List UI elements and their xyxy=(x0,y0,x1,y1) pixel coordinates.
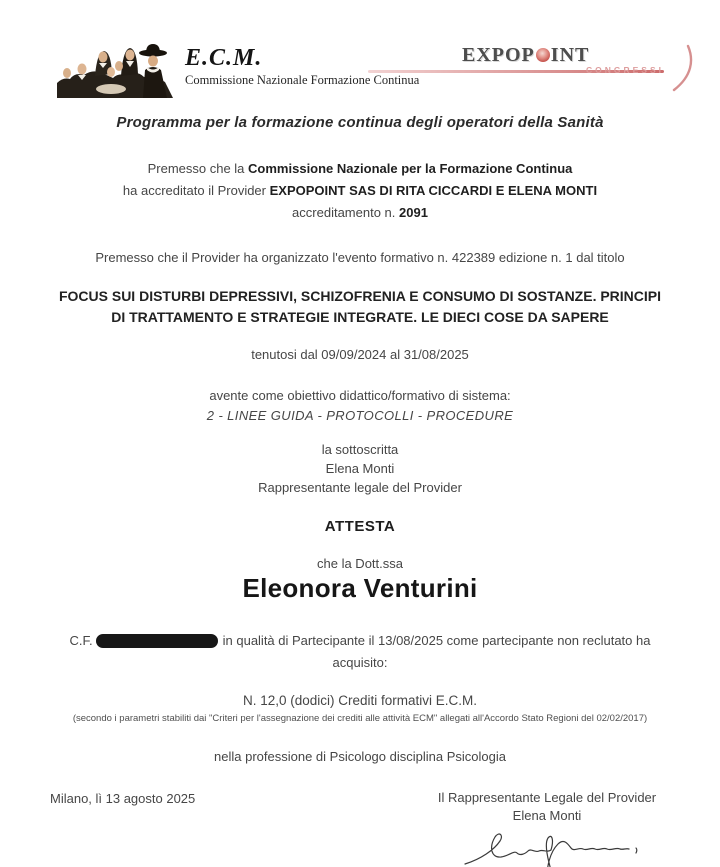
undersigned-role: Rappresentante legale del Provider xyxy=(258,480,462,495)
undersigned-block xyxy=(0,440,720,497)
cf-acquired-label: acquisito: xyxy=(332,655,388,670)
signatory-name: Elena Monti xyxy=(512,808,582,823)
signatory-block xyxy=(422,789,672,867)
ecm-logo xyxy=(55,36,419,98)
objective-block xyxy=(0,386,720,426)
cf-label: C.F. xyxy=(69,633,93,648)
attesta-heading: ATTESTA xyxy=(324,518,396,535)
expopoint-wordmark xyxy=(460,44,690,67)
ecm-subtitle: Commissione Nazionale Formazione Continua xyxy=(185,73,420,87)
signature-icon xyxy=(461,828,651,867)
event-title-line2: DI TRATTAMENTO E STRATEGIE INTEGRATE. LE DIECI COSE DA SAPERE xyxy=(111,309,609,325)
signatory-title: Il Rappresentante Legale del Provider xyxy=(437,790,657,805)
expopoint-logo xyxy=(460,44,690,94)
credits-line: N. 12,0 (dodici) Crediti formativi E.C.M. xyxy=(242,693,478,708)
ecm-title: E.C.M. xyxy=(185,45,263,71)
premise-event: Premesso che il Provider ha organizzato l'evento formativo n. 422389 edizione n. 1 dal titolo xyxy=(95,250,625,265)
expopoint-word-post: INT xyxy=(550,44,590,66)
objective-label: avente come obiettivo didattico/formativo di sistema: xyxy=(209,388,511,403)
fiscal-code-block xyxy=(0,630,720,674)
expopoint-congressi: CONGRESSI xyxy=(585,65,664,75)
undersigned-name: Elena Monti xyxy=(325,461,395,476)
profession-line: nella professione di Psicologo disciplina Psicologia xyxy=(214,749,506,764)
program-title: Programma per la formazione continua degli operatori della Sanità xyxy=(116,114,604,131)
expopoint-word-pre: EXPOP xyxy=(462,44,535,66)
anatomy-lesson-painting-icon xyxy=(55,36,177,98)
cf-participation-text: in qualità di Partecipante il 13/08/2025 come partecipante non reclutato ha xyxy=(222,633,651,648)
premise1-line2-pre: ha accreditato il Provider xyxy=(122,183,266,198)
credits-note: (secondo i parametri stabiliti dai "Criteri per l'assegnazione dei crediti alle attività ECM" allegati all'Accordo Stato Regioni del 02/02/2017) xyxy=(72,713,648,724)
header xyxy=(0,0,720,98)
premise-accreditation xyxy=(0,158,720,224)
che-la-dottssa: che la Dott.ssa xyxy=(317,556,403,571)
certificate-body xyxy=(0,114,720,764)
cf-redaction-box xyxy=(96,634,218,648)
event-title-line1: FOCUS SUI DISTURBI DEPRESSIVI, SCHIZOFRENIA E CONSUMO DI SOSTANZE. PRINCIPI xyxy=(58,288,662,304)
expopoint-dot-icon xyxy=(536,48,550,62)
premise1-line1 xyxy=(0,158,720,180)
participant-name: Eleonora Venturini xyxy=(242,573,478,603)
event-dates: tenutosi dal 09/09/2024 al 31/08/2025 xyxy=(251,347,469,362)
premise1-line3 xyxy=(0,202,720,224)
premise1-line2 xyxy=(0,180,720,202)
footer xyxy=(0,789,720,867)
objective-value: 2 - LINEE GUIDA - PROTOCOLLI - PROCEDURE xyxy=(206,408,514,423)
undersigned-intro: la sottoscritta xyxy=(321,442,399,457)
ecm-text xyxy=(185,45,419,88)
accreditation-label: accreditamento n. xyxy=(292,205,396,220)
place-date: Milano, lì 13 agosto 2025 xyxy=(50,791,196,806)
accreditation-number: 2091 xyxy=(399,205,428,220)
commission-name: Commissione Nazionale per la Formazione Continua xyxy=(248,161,573,176)
event-title xyxy=(0,286,720,328)
provider-name: EXPOPOINT SAS DI RITA CICCARDI E ELENA MONTI xyxy=(269,183,598,198)
premise1-pre: Premesso che la xyxy=(147,161,245,176)
